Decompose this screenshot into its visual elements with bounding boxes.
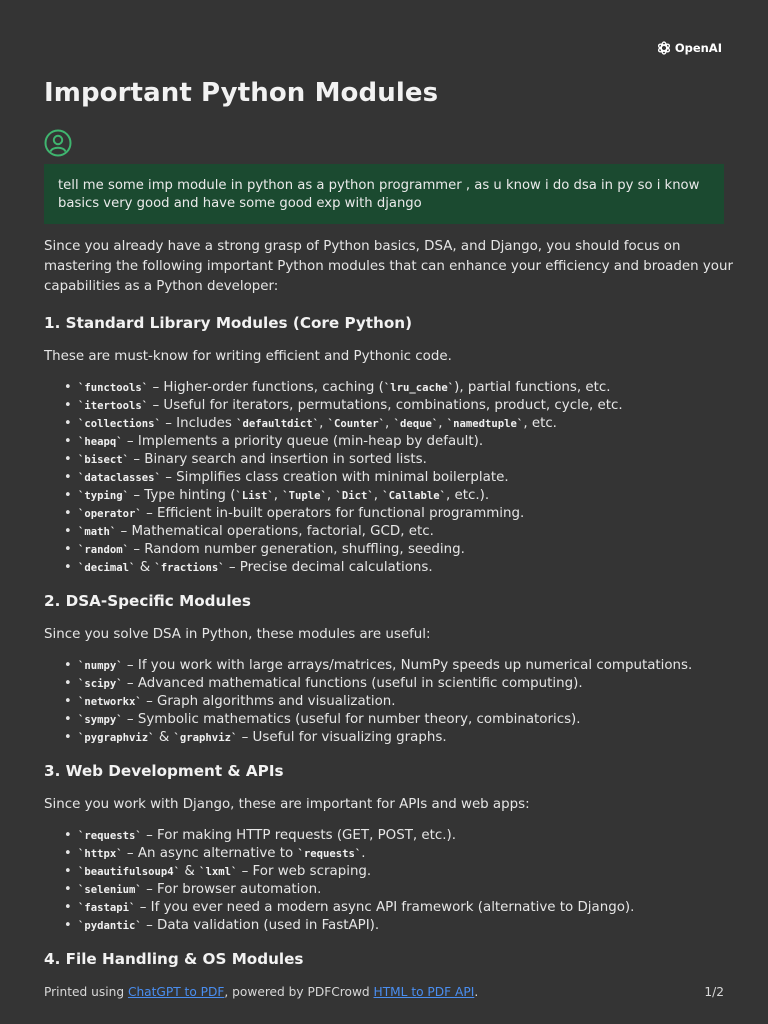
module-list [44, 657, 734, 747]
item-text: – Precise decimal calculations. [224, 560, 433, 575]
module-name: graphviz [179, 732, 231, 744]
item-text: – Implements a priority queue (min-heap by default). [122, 434, 484, 449]
code-span: `fastapi` [78, 902, 136, 914]
module-list [44, 827, 734, 935]
code-span: `functools` [78, 382, 149, 394]
code-span: `bisect` [78, 454, 130, 466]
item-text: – Advanced mathematical functions (useful in scientific computing). [122, 676, 583, 691]
item-text: – If you work with large arrays/matrices, NumPy speeds up numerical computations. [122, 658, 693, 673]
code-span: `httpx` [78, 848, 123, 860]
list-item [44, 541, 734, 559]
module-name: lru_cache [390, 382, 448, 394]
item-text: – Useful for iterators, permutations, combinations, product, cycle, etc. [148, 398, 623, 413]
section-heading: 1. Standard Library Modules (Core Python) [44, 314, 413, 332]
code-span: `math` [78, 526, 117, 538]
code-span: `itertools` [78, 400, 149, 412]
code-span: `typing` [78, 490, 130, 502]
item-text: – For browser automation. [141, 882, 322, 897]
code-span: `Dict` [335, 490, 374, 502]
brand-name: OpenAI [674, 41, 722, 55]
module-name: dataclasses [84, 472, 155, 484]
code-span: `defaultdict` [236, 418, 320, 430]
item-text: – Random number generation, shuffling, seeding. [129, 542, 465, 557]
user-avatar-icon [44, 129, 72, 157]
item-text: ), partial functions, etc. [454, 380, 611, 395]
response-content [44, 237, 734, 983]
code-span: `selenium` [78, 884, 142, 896]
code-span: `pydantic` [78, 920, 142, 932]
item-text: , [373, 488, 383, 503]
item-text: , [326, 488, 336, 503]
list-item [44, 379, 734, 397]
section-heading: 4. File Handling & OS Modules [44, 950, 304, 968]
module-name: namedtuple [453, 418, 517, 430]
item-text: & [135, 560, 155, 575]
item-text: – For web scraping. [237, 864, 372, 879]
code-span: `lxml` [199, 866, 238, 878]
module-name: random [84, 544, 123, 556]
code-span: `random` [78, 544, 130, 556]
intro-paragraph: Since you already have a strong grasp of Python basics, DSA, and Django, you should focus on mastering the following important Python modules that can enhance your efficiency and broaden your capabilities as a Python developer: [44, 239, 733, 294]
module-name: requests [303, 848, 355, 860]
code-span: `heapq` [78, 436, 123, 448]
html-to-pdf-api-link[interactable]: HTML to PDF API [373, 985, 475, 999]
section-description: Since you solve DSA in Python, these modules are useful: [44, 627, 431, 642]
module-name: math [84, 526, 110, 538]
item-text: – An async alternative to [122, 846, 298, 861]
item-text: & [154, 730, 174, 745]
module-name: scipy [84, 678, 117, 690]
page-footer [44, 985, 724, 999]
code-span: `sympy` [78, 714, 123, 726]
section-heading: 3. Web Development & APIs [44, 762, 284, 780]
item-text: – Symbolic mathematics (useful for number theory, combinatorics). [122, 712, 581, 727]
footer-suffix: . [474, 985, 479, 999]
item-text: , etc. [523, 416, 557, 431]
list-item [44, 693, 734, 711]
code-span: `Callable` [382, 490, 447, 502]
module-name: Dict [341, 490, 368, 502]
module-name: decimal [84, 562, 130, 574]
module-name: functools [84, 382, 142, 394]
module-name: networkx [84, 696, 136, 708]
list-item [44, 487, 734, 505]
item-text: – For making HTTP requests (GET, POST, etc.). [141, 828, 456, 843]
list-item [44, 863, 734, 881]
code-span: `Counter` [327, 418, 386, 430]
footer-middle: , powered by PDFCrowd [224, 985, 374, 999]
item-text: – Graph algorithms and visualization. [141, 694, 396, 709]
list-item [44, 657, 734, 675]
code-span: `Tuple` [282, 490, 327, 502]
item-text: – Mathematical operations, factorial, GCD, etc. [116, 524, 434, 539]
item-text: – Efficient in-built operators for functional programming. [141, 506, 525, 521]
list-item [44, 559, 734, 577]
module-name: collections [84, 418, 155, 430]
module-name: Callable [388, 490, 440, 502]
module-name: List [241, 490, 268, 502]
item-text: . [361, 846, 366, 861]
module-name: numpy [84, 660, 117, 672]
module-name: fractions [160, 562, 219, 574]
module-name: httpx [84, 848, 117, 860]
item-text: – Simplifies class creation with minimal boilerplate. [160, 470, 509, 485]
module-name: operator [84, 508, 136, 520]
code-span: `beautifulsoup4` [78, 866, 181, 878]
list-item [44, 505, 734, 523]
item-text: – If you ever need a modern async API framework (alternative to Django). [135, 900, 635, 915]
footer-credit [44, 985, 478, 999]
code-span: `numpy` [78, 660, 123, 672]
module-name: Tuple [288, 490, 321, 502]
list-item [44, 397, 734, 415]
item-text: – Data validation (used in FastAPI). [141, 918, 380, 933]
chatgpt-to-pdf-link[interactable]: ChatGPT to PDF [127, 985, 225, 999]
page-title: Important Python Modules [44, 78, 439, 108]
list-item [44, 899, 734, 917]
list-item [44, 729, 734, 747]
list-item [44, 917, 734, 935]
user-prompt-bubble: tell me some imp module in python as a python programmer , as u know i do dsa in py so i know basics very good and have some good exp with django [44, 164, 724, 224]
module-name: fastapi [84, 902, 130, 914]
code-span: `scipy` [78, 678, 123, 690]
openai-brand [656, 40, 722, 56]
item-text: & [180, 864, 200, 879]
module-name: lxml [205, 866, 231, 878]
module-name: itertools [84, 400, 142, 412]
openai-logo-icon [656, 40, 672, 56]
code-span: `deque` [393, 418, 439, 430]
code-span: `operator` [78, 508, 142, 520]
module-name: pydantic [84, 920, 136, 932]
list-item [44, 881, 734, 899]
code-span: `collections` [78, 418, 161, 430]
list-item [44, 523, 734, 541]
item-text: , [319, 416, 328, 431]
list-item [44, 415, 734, 433]
code-span: `networkx` [78, 696, 142, 708]
module-name: typing [84, 490, 123, 502]
item-text: – Useful for visualizing graphs. [237, 730, 447, 745]
module-name: bisect [84, 454, 123, 466]
module-list [44, 379, 734, 577]
module-name: beautifulsoup4 [84, 866, 174, 878]
code-span: `dataclasses` [78, 472, 161, 484]
code-span: `requests` [78, 830, 142, 842]
code-span: `lru_cache` [383, 382, 455, 394]
list-item [44, 469, 734, 487]
item-text: , etc.). [446, 488, 490, 503]
list-item [44, 711, 734, 729]
code-span: `requests` [297, 848, 362, 860]
code-span: `graphviz` [173, 732, 238, 744]
module-name: requests [84, 830, 136, 842]
item-text: – Higher-order functions, caching ( [148, 380, 384, 395]
list-item [44, 433, 734, 451]
module-name: Counter [334, 418, 379, 430]
section-heading: 2. DSA-Specific Modules [44, 592, 251, 610]
module-name: defaultdict [242, 418, 313, 430]
sections-container [44, 313, 734, 969]
code-span: `namedtuple` [446, 418, 524, 430]
item-text: – Type hinting ( [129, 488, 236, 503]
code-span: `fractions` [154, 562, 225, 574]
list-item [44, 675, 734, 693]
footer-prefix: Printed using [44, 985, 128, 999]
item-text: – Includes [160, 416, 237, 431]
page-number: 1/2 [704, 985, 724, 999]
item-text: , [438, 416, 447, 431]
code-span: `pygraphviz` [78, 732, 155, 744]
list-item [44, 845, 734, 863]
list-item [44, 827, 734, 845]
module-name: sympy [84, 714, 117, 726]
code-span: `List` [235, 490, 274, 502]
section-description: These are must-know for writing efficient and Pythonic code. [44, 349, 452, 364]
item-text: , [385, 416, 394, 431]
code-span: `decimal` [78, 562, 136, 574]
item-text: , [273, 488, 283, 503]
module-name: heapq [84, 436, 117, 448]
section-description: Since you work with Django, these are important for APIs and web apps: [44, 797, 530, 812]
module-name: deque [399, 418, 432, 430]
item-text: – Binary search and insertion in sorted lists. [129, 452, 427, 467]
module-name: selenium [84, 884, 136, 896]
list-item [44, 451, 734, 469]
module-name: pygraphviz [84, 732, 149, 744]
